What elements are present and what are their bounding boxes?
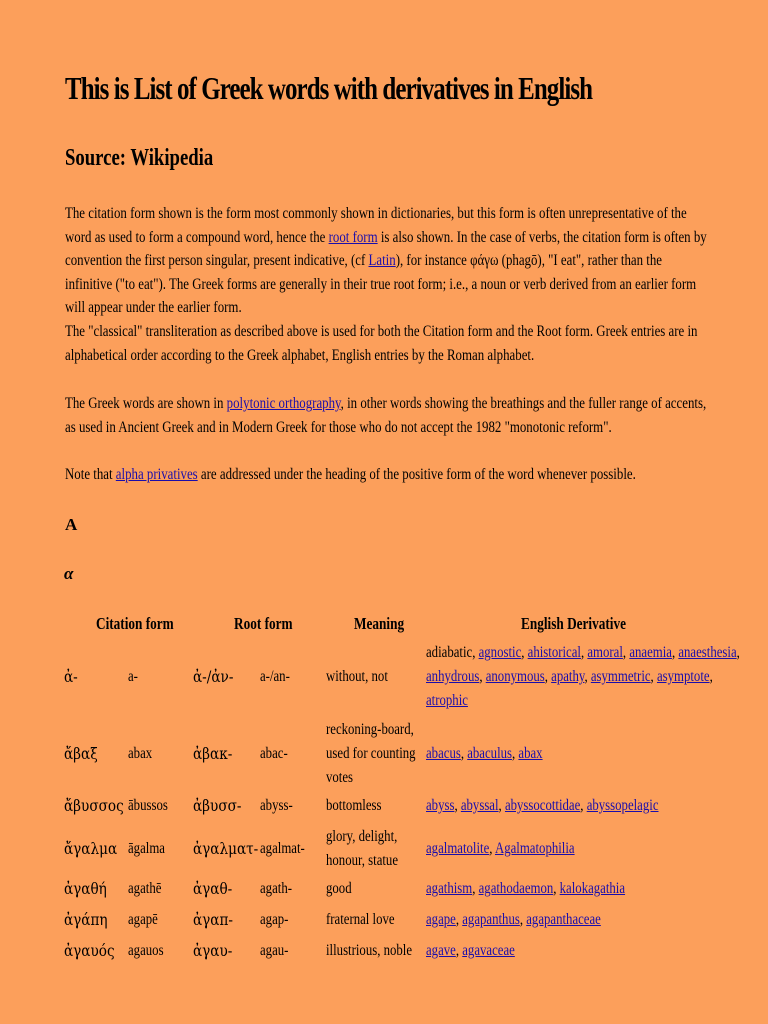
derivative-link[interactable]: agave — [426, 942, 456, 959]
meaning-text: without, not — [326, 668, 388, 685]
page-title: This is List of Greek words with derivatives in English — [65, 70, 593, 106]
derivative-link[interactable]: abyssocottidae — [504, 797, 581, 814]
derivative-link[interactable]: agape — [426, 911, 456, 928]
root-greek: ἀγαλματ- — [193, 839, 259, 858]
root-greek: ἀγαυ- — [193, 941, 233, 960]
derivative-text: , — [709, 668, 713, 685]
derivative-link[interactable]: anonymous — [485, 668, 545, 685]
meaning-text: honour, statue — [326, 852, 399, 869]
meaning-text: reckoning-board, — [326, 721, 414, 738]
derivative-link[interactable]: kalokagathia — [559, 880, 626, 897]
citation-translit: agapē — [128, 911, 158, 928]
derivative-text: , — [489, 840, 495, 857]
root-greek: ἀ-/ἀν- — [193, 667, 234, 686]
root-form-link[interactable]: root form — [328, 228, 378, 246]
root-translit: abyss- — [260, 797, 293, 814]
derivative-text: , — [622, 644, 630, 661]
subsection-heading-alpha: α — [64, 564, 74, 583]
derivative-link[interactable]: abyssal — [460, 797, 499, 814]
derivative-line — [426, 689, 468, 713]
derivative-line — [426, 837, 575, 861]
header-english-derivative: English Derivative — [521, 614, 626, 633]
citation-translit: agauos — [128, 942, 164, 959]
derivative-text: , — [671, 644, 679, 661]
derivative-link[interactable]: atrophic — [426, 692, 468, 709]
derivative-link[interactable]: agapanthaceae — [526, 911, 601, 928]
meaning-text: votes — [326, 769, 354, 786]
citation-translit: agathē — [128, 880, 162, 897]
derivative-text: , — [472, 880, 479, 897]
derivative-text: , — [580, 797, 587, 814]
derivative-link[interactable]: amoral — [587, 644, 623, 661]
root-translit: agau- — [260, 942, 289, 959]
root-translit: agalmat- — [260, 840, 305, 857]
derivative-link[interactable]: agnostic — [478, 644, 522, 661]
derivative-link[interactable]: abyss — [426, 797, 455, 814]
derivative-link[interactable]: agathodaemon — [478, 880, 554, 897]
derivative-link[interactable]: Agalmatophilia — [494, 840, 575, 857]
derivative-link[interactable]: abyssopelagic — [586, 797, 659, 814]
derivative-link[interactable]: anhydrous — [426, 668, 480, 685]
root-greek: ἀγαθ- — [193, 879, 233, 898]
meaning-text: bottomless — [326, 797, 382, 814]
derivative-link[interactable]: agalmatolite — [426, 840, 490, 857]
meaning-text: illustrious, noble — [326, 942, 413, 959]
root-greek: ἀβακ- — [193, 744, 233, 763]
derivative-line — [426, 939, 515, 963]
intro-paragraph-1: The citation form shown is the form most commonly shown in dictionaries, but this form is often unrepresentative of the word as used to form a compound word, hence the root form is also shown. In the case of verbs, the citation form is often by convention the first person singular, present indicative, (cf Latin), for instance φάγω (phagō), "I eat", rather than the infinitive ("to eat"). The Greek forms are generally in their true root form; i.e., a noun or verb derived from an earlier form will appear under the earlier form. — [65, 205, 707, 316]
derivative-link[interactable]: agavaceae — [462, 942, 515, 959]
derivative-line — [426, 742, 543, 766]
derivative-text: , — [455, 942, 463, 959]
derivative-line — [426, 641, 740, 665]
derivative-text: , — [454, 797, 461, 814]
derivative-link[interactable]: abax — [518, 745, 543, 762]
root-translit: agap- — [260, 911, 289, 928]
derivative-link[interactable]: apathy — [551, 668, 585, 685]
root-greek: ἀγαπ- — [193, 910, 234, 929]
intro-paragraph-2: The "classical" transliteration as described above is used for both the Citation form and the Root form. Greek entries are in alphabetical order according to the Greek alphabet, English entries by the Roman alphabet. — [65, 323, 698, 364]
root-translit: agath- — [260, 880, 292, 897]
polytonic-orthography-link[interactable]: polytonic orthography — [226, 395, 341, 412]
derivative-link[interactable]: asymptote — [656, 668, 710, 685]
derivative-link[interactable]: anaesthesia — [678, 644, 737, 661]
root-translit: abac- — [260, 745, 288, 762]
citation-translit: ābussos — [128, 797, 168, 814]
citation-greek: ἄβαξ — [64, 744, 98, 763]
header-meaning: Meaning — [354, 614, 405, 633]
derivative-link[interactable]: abacus — [426, 745, 461, 762]
citation-greek: ἀγάπη — [64, 910, 108, 929]
derivative-line — [426, 877, 625, 901]
derivative-text: , — [544, 668, 552, 685]
derivative-line — [426, 908, 601, 932]
citation-translit: abax — [128, 745, 153, 762]
derivative-text: , — [460, 745, 468, 762]
root-greek: ἀβυσσ- — [193, 796, 242, 815]
meaning-text: used for counting — [326, 745, 416, 762]
derivative-link[interactable]: ahistorical — [527, 644, 581, 661]
citation-greek: ἄβυσσος — [64, 796, 124, 815]
derivative-link[interactable]: asymmetric — [590, 668, 651, 685]
derivative-text: , — [455, 911, 463, 928]
alpha-privatives-link[interactable]: alpha privatives — [115, 466, 198, 483]
derivative-line — [426, 794, 659, 818]
meaning-text: glory, delight, — [326, 828, 398, 845]
derivative-text: , — [521, 644, 528, 661]
derivative-text: , — [580, 644, 588, 661]
derivative-text: adiabatic, — [426, 644, 479, 661]
derivative-link[interactable]: anaemia — [629, 644, 672, 661]
derivative-link[interactable]: agathism — [426, 880, 473, 897]
intro-paragraph-4: Note that alpha privatives are addressed under the heading of the positive form of the word whenever possible. — [65, 466, 636, 483]
intro-paragraph-3: The Greek words are shown in polytonic orthography, in other words showing the breathings and the fuller range of accents, as used in Ancient Greek and in Modern Greek for those who do not accept the 1982 "monotonic reform". — [65, 395, 707, 436]
derivative-text: , — [512, 745, 519, 762]
header-citation-form: Citation form — [96, 614, 174, 633]
header-root-form: Root form — [234, 614, 293, 633]
meaning-text: fraternal love — [326, 911, 395, 928]
root-translit: a-/an- — [260, 668, 290, 685]
derivative-text: , — [479, 668, 486, 685]
section-heading-a: A — [65, 515, 78, 534]
citation-greek: ἀγαθή — [64, 879, 107, 898]
derivative-link[interactable]: abaculus — [467, 745, 513, 762]
derivative-text: , — [553, 880, 560, 897]
citation-translit: āgalma — [128, 840, 165, 857]
citation-greek: ἀ- — [64, 667, 78, 686]
source-heading: Source: Wikipedia — [65, 145, 214, 171]
meaning-text: good — [326, 880, 352, 897]
latin-link[interactable]: Latin — [368, 252, 396, 269]
derivative-text: , — [584, 668, 591, 685]
citation-greek: ἄγαλμα — [64, 839, 118, 858]
derivative-text: , — [519, 911, 527, 928]
derivative-link[interactable]: agapanthus — [462, 911, 520, 928]
derivative-line — [426, 665, 713, 689]
citation-greek: ἀγαυός — [64, 941, 115, 960]
citation-translit: a- — [128, 668, 138, 685]
derivative-text: , — [650, 668, 657, 685]
derivative-text: , — [736, 644, 740, 661]
derivative-text: , — [498, 797, 505, 814]
